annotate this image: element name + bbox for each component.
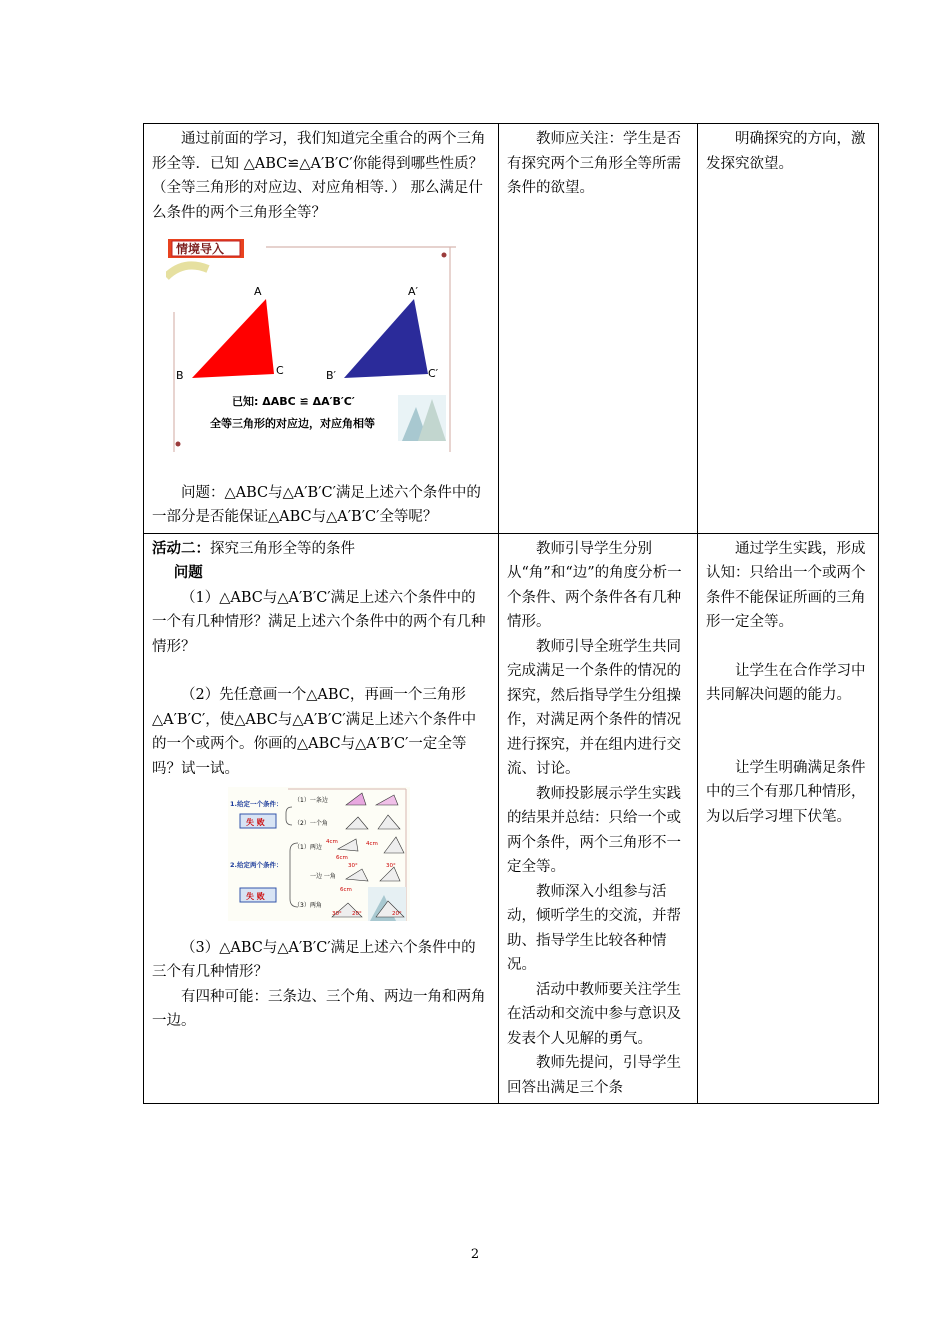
table-row: [144, 533, 879, 1104]
one-angle-label: （2）一个角: [294, 820, 328, 827]
teacher-note: 教师应关注：学生是否有探究两个三角形全等所需条件的欲望。: [507, 131, 681, 196]
scenario-figure: [166, 237, 490, 461]
intro-paragraph: 通过前面的学习，我们知道完全重合的两个三角形全等．已知 △ABC≌△A′B′C′你能得到哪些性质？（全等三角形的对应边、对应角相等．） 那么满足什么条件的两个三角形全等？: [152, 131, 486, 221]
two-conditions-label: 2.给定两个条件：: [230, 861, 283, 869]
page-number: 2: [470, 1247, 480, 1262]
one-side-label: （1）一条边: [294, 797, 328, 804]
vertex-a2-label: A′: [408, 285, 419, 298]
question-1: （1）△ABC与△A′B′C′满足上述六个条件中的一个有几种情形？满足上述六个条件中的两个有几种情形？: [152, 589, 486, 655]
triangle-abc: [192, 299, 274, 378]
angle-label-2: 30°: [386, 863, 396, 869]
purpose-paragraph: 通过学生实践，形成认知：只给出一个或两个条件不能保证所画的三角形一定全等。: [706, 540, 866, 630]
angle-label-5: 20°: [392, 911, 402, 917]
activity-heading: [152, 537, 490, 562]
row2-purpose-cell: [698, 533, 879, 1104]
angle-label-3: 30°: [332, 911, 342, 917]
activity-label: 活动二：: [152, 540, 210, 557]
length-label-1: 4cm: [326, 839, 338, 845]
teacher-paragraph: 活动中教师要关注学生在活动和交流中参与意识及发表个人见解的勇气。: [507, 981, 681, 1047]
purpose-paragraph: 让学生明确满足条件中的三个有那几种情形，为以后学习埋下伏笔。: [706, 759, 866, 825]
conditions-diagram: [228, 787, 410, 921]
row1-content-cell: [144, 124, 499, 534]
angle-label-4: 20°: [352, 911, 362, 917]
question-2: （2）先任意画一个△ABC，再画一个三角形△A′B′C′，使△ABC与△A′B′C′满足上述六个条件中的一个或两个。你画的△ABC与△A′B′C′一定全等吗？试一试。: [152, 687, 477, 777]
fail-badge-1: 失 败: [246, 818, 265, 827]
vertex-a-label: A: [254, 285, 262, 298]
congruent-triangles-figure: [166, 237, 456, 452]
length-label-2: 4cm: [366, 841, 378, 847]
banner-text: 情境导入: [176, 242, 225, 256]
activity-title: 探究三角形全等的条件: [210, 540, 355, 557]
table-row: [144, 124, 879, 534]
length-label-4: 6cm: [340, 887, 352, 893]
side-angle-label: 一边 一角: [310, 873, 336, 880]
vertex-b-label: B: [176, 369, 184, 382]
row2-teacher-cell: [499, 533, 698, 1104]
angle-label-1: 30°: [348, 863, 358, 869]
two-sides-label: （1）两边: [294, 844, 322, 851]
one-condition-label: 1.给定一个条件：: [230, 800, 283, 808]
purpose-note: 明确探究的方向，激发探究欲望。: [706, 131, 866, 172]
conditions-figure: [228, 787, 490, 930]
answer-paragraph: 有四种可能：三条边、三个角、两边一角和两角一边。: [152, 988, 486, 1029]
known-text: 已知: ΔABC ≌ ΔA′B′C′: [232, 395, 355, 408]
length-label-3: 6cm: [336, 855, 348, 861]
vertex-b2-label: B′: [326, 369, 337, 382]
teacher-paragraph: 教师投影展示学生实践的结果并总结：只给一个或两个条件，两个三角形不一定全等。: [507, 785, 681, 875]
teacher-paragraph: 教师先提问，引导学生回答出满足三个条: [507, 1055, 681, 1096]
row2-content-cell: [144, 533, 499, 1104]
row1-teacher-cell: [499, 124, 698, 534]
vertex-c2-label: C′: [428, 367, 439, 380]
vertex-c-label: C: [276, 364, 284, 377]
row1-purpose-cell: [698, 124, 879, 534]
teacher-paragraph: 教师深入小组参与活动，倾听学生的交流，并帮助、指导学生比较各种情况。: [507, 883, 681, 973]
question-label: 问题: [173, 565, 203, 581]
question-3: （3）△ABC与△A′B′C′满足上述六个条件中的三个有几种情形？: [152, 939, 476, 980]
two-angles-label: （3）两角: [294, 902, 322, 909]
fail-badge-2: 失 败: [246, 892, 265, 901]
question-paragraph: 问题：△ABC与△A′B′C′满足上述六个条件中的一部分是否能保证△ABC与△A′B′C′全等呢？: [152, 484, 481, 525]
property-text: 全等三角形的对应边，对应角相等: [210, 417, 375, 430]
purpose-paragraph: 让学生在合作学习中共同解决问题的能力。: [706, 662, 866, 703]
triangle-a2b2c2: [344, 299, 428, 378]
teacher-paragraph: 教师引导全班学生共同完成满足一个条件的情况的探究，然后指导学生分组操作，对满足两个条件的情况进行探究，并在组内进行交流、讨论。: [507, 638, 681, 777]
teacher-paragraph: 教师引导学生分别从“角”和“边”的角度分析一个条件、两个条件各有几种情形。: [507, 540, 682, 630]
lesson-table: [143, 123, 879, 1104]
